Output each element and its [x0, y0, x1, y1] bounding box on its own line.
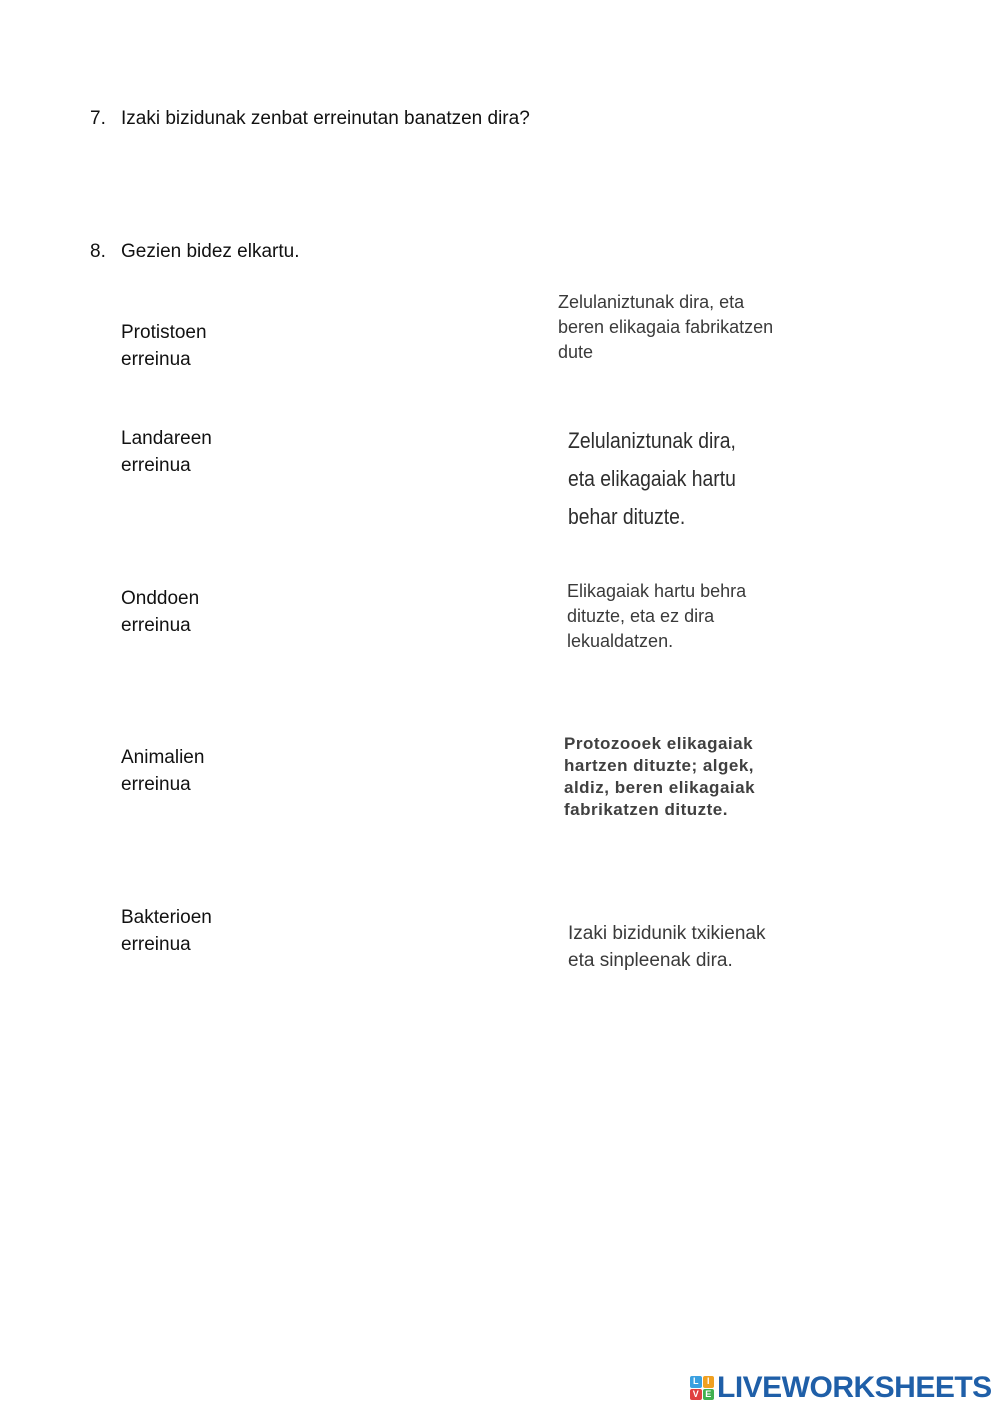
right-item-line: behar dituzte. [568, 504, 686, 529]
left-item-line: Protistoen [121, 322, 207, 343]
match-right-item-4[interactable] [564, 733, 755, 821]
match-left-item-animalien[interactable] [121, 744, 301, 798]
match-right-item-3[interactable] [567, 579, 746, 654]
left-item-line: Animalien [121, 747, 205, 768]
match-left-item-landareen[interactable] [121, 425, 301, 479]
right-item-line: Protozooek elikagaiak [564, 734, 754, 753]
right-item-line: eta sinpleenak dira. [568, 950, 733, 971]
left-item-line: erreinua [121, 774, 191, 795]
liveworksheets-logo [690, 1372, 992, 1404]
right-item-line: fabrikatzen dituzte. [564, 800, 728, 819]
match-right-item-1[interactable] [558, 290, 773, 365]
left-item-line: erreinua [121, 349, 191, 370]
question-text: Izaki bizidunak zenbat erreinutan banatzen dira? [121, 108, 530, 129]
question-number: 7. [90, 108, 106, 129]
left-item-line: erreinua [121, 934, 191, 955]
right-item-line: Izaki bizidunik txikienak [568, 923, 766, 944]
left-item-line: Landareen [121, 428, 212, 449]
right-item-line: Zelulaniztunak dira, eta [558, 292, 745, 312]
match-left-item-bakterioen[interactable] [121, 904, 301, 958]
left-item-line: erreinua [121, 455, 191, 476]
left-item-line: Onddoen [121, 588, 200, 609]
left-item-line: Bakterioen [121, 907, 212, 928]
right-item-line: eta elikagaiak hartu [568, 466, 736, 491]
right-item-line: hartzen dituzte; algek, [564, 756, 755, 775]
right-item-line: Elikagaiak hartu behra [567, 581, 747, 601]
right-item-line: lekualdatzen. [567, 631, 674, 651]
match-left-item-onddoen[interactable] [121, 585, 301, 639]
right-item-line: dute [558, 342, 594, 362]
question-number: 8. [90, 241, 106, 262]
match-right-item-2[interactable] [568, 422, 736, 536]
logo-text: LIVEWORKSHEETS [717, 1371, 992, 1404]
match-left-item-protistoen[interactable] [121, 319, 301, 373]
right-item-line: beren elikagaia fabrikatzen [558, 317, 774, 337]
right-item-line: Zelulaniztunak dira, [568, 428, 736, 453]
match-right-item-5[interactable] [568, 920, 765, 974]
liveworksheets-logo-icon: L I V E [690, 1376, 714, 1400]
right-item-line: aldiz, beren elikagaiak [564, 778, 756, 797]
question-text: Gezien bidez elkartu. [121, 241, 300, 262]
right-item-line: dituzte, eta ez dira [567, 606, 715, 626]
question-8 [90, 239, 300, 265]
question-7 [90, 106, 530, 132]
left-item-line: erreinua [121, 615, 191, 636]
